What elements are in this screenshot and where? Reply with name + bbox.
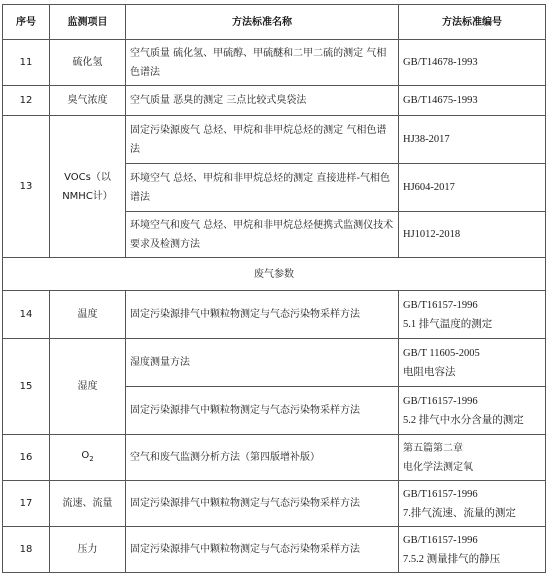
table-row — [3, 40, 546, 86]
code-line: GB/T 11605-2005 — [403, 347, 480, 359]
row-method: 固定污染源排气中颗粒物测定与气态污染物采样方法 — [126, 387, 399, 435]
item-main: O — [81, 450, 90, 461]
row-no: 18 — [3, 527, 50, 573]
section-row — [3, 258, 546, 291]
header-monitoring-item: 监测项目 — [50, 5, 126, 40]
table-header-row — [3, 5, 546, 40]
row-method: 固定污染源排气中颗粒物测定与气态污染物采样方法 — [126, 527, 399, 573]
code-line: GB/T16157-1996 — [403, 299, 478, 311]
table-row — [3, 481, 546, 527]
row-no: 13 — [3, 116, 50, 258]
row-method: 空气和废气监测分析方法（第四版增补版） — [126, 435, 399, 481]
row-code — [399, 291, 546, 339]
row-code — [399, 527, 546, 573]
table-row — [3, 339, 546, 387]
item-subscript: 2 — [89, 455, 94, 463]
code-line: GB/T16157-1996 — [403, 395, 478, 407]
code-note: 5.1 排气温度的测定 — [403, 318, 493, 330]
table-row — [3, 527, 546, 573]
row-method: 环境空气 总烃、甲烷和非甲烷总烃的测定 直接进样-气相色谱法 — [126, 164, 399, 212]
row-code: GB/T14678-1993 — [399, 40, 546, 86]
row-method: 湿度测量方法 — [126, 339, 399, 387]
code-note: 电阻电容法 — [403, 366, 456, 378]
row-no: 11 — [3, 40, 50, 86]
row-code — [399, 387, 546, 435]
code-note: 电化学法测定氧 — [403, 461, 473, 473]
code-note: 7.排气流速、流量的测定 — [403, 507, 516, 519]
code-line: 第五篇第二章 — [403, 442, 463, 454]
code-line: GB/T16157-1996 — [403, 534, 478, 546]
code-note: 7.5.2 测量排气的静压 — [403, 553, 501, 565]
row-method: 环境空气和废气 总烃、甲烷和非甲烷总烃便携式监测仪技术要求及检测方法 — [126, 212, 399, 258]
row-method: 固定污染源排气中颗粒物测定与气态污染物采样方法 — [126, 291, 399, 339]
row-no: 17 — [3, 481, 50, 527]
row-no: 12 — [3, 86, 50, 116]
code-line: GB/T16157-1996 — [403, 488, 478, 500]
row-item: 湿度 — [50, 339, 126, 435]
row-item: 臭气浓度 — [50, 86, 126, 116]
code-note: 5.2 排气中水分含量的测定 — [403, 414, 524, 426]
row-code — [399, 481, 546, 527]
row-item: 流速、流量 — [50, 481, 126, 527]
row-method: 固定污染源排气中颗粒物测定与气态污染物采样方法 — [126, 481, 399, 527]
monitoring-methods-table — [2, 4, 546, 573]
table-row — [3, 435, 546, 481]
header-serial-no: 序号 — [3, 5, 50, 40]
row-code: HJ38-2017 — [399, 116, 546, 164]
row-item: 硫化氢 — [50, 40, 126, 86]
row-no: 15 — [3, 339, 50, 435]
row-no: 14 — [3, 291, 50, 339]
row-code: HJ1012-2018 — [399, 212, 546, 258]
row-method: 空气质量 恶臭的测定 三点比较式臭袋法 — [126, 86, 399, 116]
header-method-code: 方法标准编号 — [399, 5, 546, 40]
row-item — [50, 435, 126, 481]
row-no: 16 — [3, 435, 50, 481]
table-row — [3, 86, 546, 116]
header-method-name: 方法标准名称 — [126, 5, 399, 40]
table-row — [3, 116, 546, 164]
row-item: VOCs（以NMHC计） — [50, 116, 126, 258]
row-item: 压力 — [50, 527, 126, 573]
row-code: GB/T14675-1993 — [399, 86, 546, 116]
row-item: 温度 — [50, 291, 126, 339]
row-method: 空气质量 硫化氢、甲硫醇、甲硫醚和二甲二硫的测定 气相色谱法 — [126, 40, 399, 86]
row-method: 固定污染源废气 总烃、甲烷和非甲烷总烃的测定 气相色谱法 — [126, 116, 399, 164]
row-code — [399, 435, 546, 481]
row-code — [399, 339, 546, 387]
row-code: HJ604-2017 — [399, 164, 546, 212]
section-title: 废气参数 — [3, 258, 546, 291]
table-row — [3, 291, 546, 339]
